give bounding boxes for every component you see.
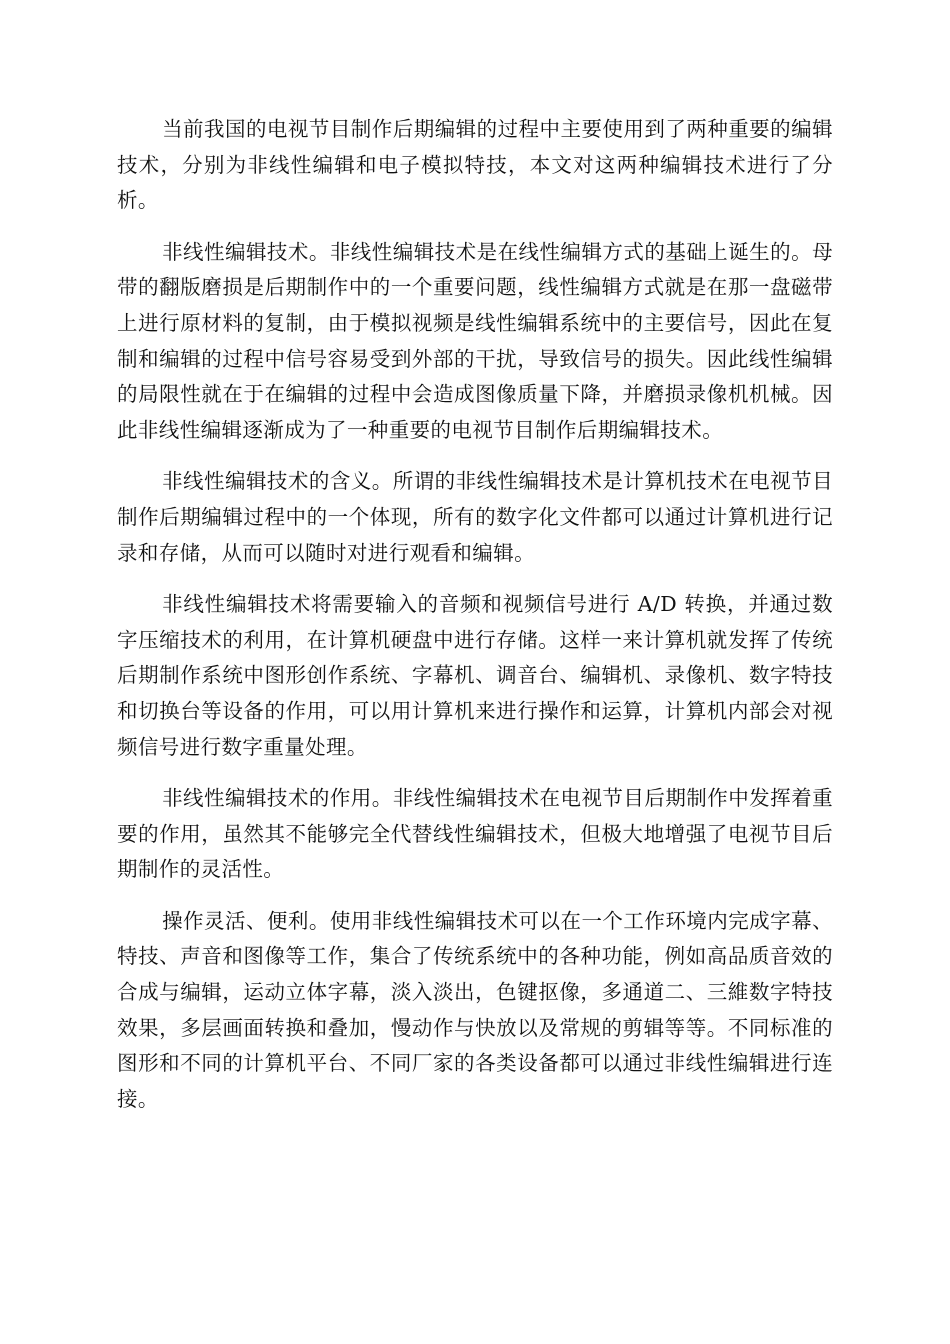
paragraph-nonlinear-role: 非线性编辑技术的作用。非线性编辑技术在电视节目后期制作中发挥着重要的作用，虽然其不能够完全代替线性编辑技术，但极大地增强了电视节目后期制作的灵活性。	[117, 786, 833, 882]
paragraph-intro: 当前我国的电视节目制作后期编辑的过程中主要使用到了两种重要的编辑技术，分别为非线性编辑和电子模拟特技，本文对这两种编辑技术进行了分析。	[117, 117, 833, 213]
paragraph-flexible-operation: 操作灵活、便利。使用非线性编辑技术可以在一个工作环境内完成字幕、特技、声音和图像等工作，集合了传统系统中的各种功能，例如高品质音效的合成与编辑，运动立体字幕，淡入淡出，色键抠像，多通道二、三維数字特技效果，多层画面转换和叠加，慢动作与快放以及常规的剪辑等等。不同标准的图形和不同的计算机平台、不同厂家的各类设备都可以通过非线性编辑进行连接。	[117, 908, 833, 1111]
paragraph-ad-conversion: 非线性编辑技术将需要输入的音频和视频信号进行 A/D 转换，并通过数字压缩技术的利用，在计算机硬盘中进行存储。这样一来计算机就发挥了传统后期制作系统中图形创作系统、字幕机、调音台、编辑机、录像机、数字特技和切换台等设备的作用，可以用计算机来进行操作和运算，计算机内部会对视频信号进行数字重量处理。	[117, 592, 833, 759]
paragraph-nonlinear-origin: 非线性编辑技术。非线性编辑技术是在线性编辑方式的基础上诞生的。母带的翻版磨损是后期制作中的一个重要问题，线性编辑方式就是在那一盘磁带上进行原材料的复制，由于模拟视频是线性编辑系统中的主要信号，因此在复制和编辑的过程中信号容易受到外部的干扰，导致信号的损失。因此线性编辑的局限性就在于在编辑的过程中会造成图像质量下降，并磨损录像机机械。因此非线性编辑逐渐成为了一种重要的电视节目制作后期编辑技术。	[117, 239, 833, 442]
paragraph-nonlinear-meaning: 非线性编辑技术的含义。所谓的非线性编辑技术是计算机技术在电视节目制作后期编辑过程中的一个体现，所有的数字化文件都可以通过计算机进行记录和存储，从而可以随时对进行观看和编辑。	[117, 469, 833, 565]
document-page	[117, 112, 833, 1133]
